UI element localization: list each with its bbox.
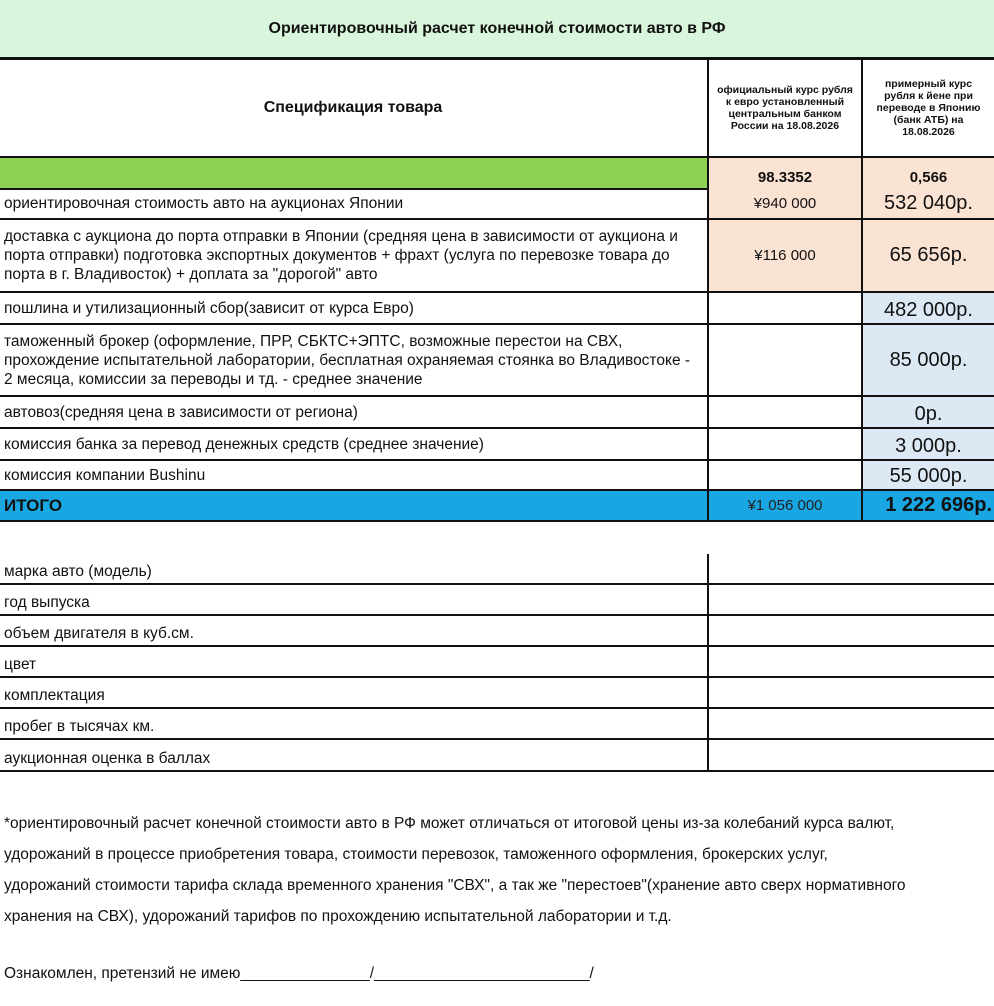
total-rub: 1 222 696р. bbox=[861, 491, 994, 520]
spec-label: цвет bbox=[4, 656, 37, 673]
euro-rate-header: официальный курс рубля к евро установленный центральным банком России на 18.08.2026 bbox=[707, 60, 861, 156]
rates-band bbox=[0, 158, 707, 188]
yen-rate-header: примерный курс рубля к йене при переводе в Японию (банк АТБ) на 18.08.2026 bbox=[861, 60, 994, 156]
spec-row-grade bbox=[0, 740, 994, 772]
spec-label: марка авто (модель) bbox=[4, 563, 152, 580]
spec-value-field[interactable] bbox=[707, 647, 994, 676]
total-yen: ¥1 056 000 bbox=[707, 491, 861, 520]
spec-row-year bbox=[0, 585, 994, 616]
cost-rub: 55 000р. bbox=[861, 461, 994, 489]
cost-label: автовоз(средняя цена в зависимости от региона) bbox=[4, 403, 358, 421]
spec-row-mileage bbox=[0, 709, 994, 740]
spec-value-field[interactable] bbox=[707, 678, 994, 707]
spec-label: пробег в тысячах км. bbox=[4, 718, 155, 735]
spec-value-field[interactable] bbox=[707, 709, 994, 738]
note-line: хранения на СВХ), удорожаний тарифов по прохождению испытательной лаборатории и т.д. bbox=[4, 908, 672, 925]
cost-rub: 3 000р. bbox=[861, 429, 994, 459]
spec-row-engine bbox=[0, 616, 994, 647]
cost-label: таможенный брокер (оформление, ПРР, СБКТС+ЭПТС, возможные перестои на СВХ, прохождение испытательной лаборатории, бесплатная охраняемая стоянка во Владивостоке - 2 месяца, комиссии за переводы и тд. - среднее значение bbox=[4, 332, 691, 388]
total-row bbox=[0, 491, 994, 522]
note-line: удорожаний в процессе приобретения товара, стоимости перевозок, таможенного оформления, брокерских услуг, bbox=[4, 846, 828, 863]
spec-label: объем двигателя в куб.см. bbox=[4, 625, 194, 642]
cost-yen: ¥116 000 bbox=[707, 220, 861, 291]
spec-value-field[interactable] bbox=[707, 554, 994, 583]
cost-row-delivery bbox=[0, 220, 994, 293]
cost-yen bbox=[707, 293, 861, 323]
cost-label: пошлина и утилизационный сбор(зависит от курса Евро) bbox=[4, 299, 414, 317]
cost-row-auction bbox=[0, 188, 994, 220]
spec-value-field[interactable] bbox=[707, 585, 994, 614]
cost-yen bbox=[707, 429, 861, 459]
euro-rate-value: 98.3352 bbox=[707, 158, 861, 188]
cost-label: комиссия компании Bushinu bbox=[4, 466, 206, 484]
note-line: удорожаний стоимости тарифа склада временного хранения "СВХ", а так же "перестоев"(хранение авто сверх нормативного bbox=[4, 877, 906, 894]
cost-row-company-fee bbox=[0, 461, 994, 491]
cost-rub: 85 000р. bbox=[861, 325, 994, 395]
cost-rub: 482 000р. bbox=[861, 293, 994, 323]
cost-row-bank-fee bbox=[0, 429, 994, 461]
spec-header: Спецификация товара bbox=[263, 99, 443, 116]
spec-label: аукционная оценка в баллах bbox=[4, 750, 211, 767]
spec-label: комплектация bbox=[4, 687, 105, 704]
spec-value-field[interactable] bbox=[707, 740, 994, 770]
cost-rub: 0р. bbox=[861, 397, 994, 427]
cost-label: комиссия банка за перевод денежных средств (среднее значение) bbox=[4, 435, 484, 453]
cost-yen bbox=[707, 397, 861, 427]
cost-label: доставка с аукциона до порта отправки в Японии (средняя цена в зависимости от аукциона и порта отправки) подготовка экспортных документов + фрахт (услуга по перевозке товара до порта в г. Владивосток) + доплата за "дорогой" авто bbox=[4, 228, 678, 283]
note-line: *ориентировочный расчет конечной стоимости авто в РФ может отличаться от итоговой цены из-за колебаний курса валют, bbox=[4, 815, 895, 832]
spec-row-trim bbox=[0, 678, 994, 709]
disclaimer-note bbox=[4, 808, 990, 932]
spec-value-field[interactable] bbox=[707, 616, 994, 645]
cost-row-broker bbox=[0, 325, 994, 397]
signoff-line: Ознакомлен, претензий не имею_______________/_________________________/ bbox=[4, 965, 594, 982]
cost-row-duty bbox=[0, 293, 994, 325]
cost-yen bbox=[707, 461, 861, 489]
cost-yen bbox=[707, 325, 861, 395]
table-header bbox=[0, 60, 994, 158]
sheet-title-text: Ориентировочный расчет конечной стоимости авто в РФ bbox=[268, 19, 726, 37]
spec-label: год выпуска bbox=[4, 594, 90, 611]
cost-row-carrier bbox=[0, 397, 994, 429]
yen-rate-value: 0,566 bbox=[861, 158, 994, 188]
rates-row bbox=[0, 158, 994, 190]
cost-rub: 65 656р. bbox=[861, 220, 994, 291]
cost-rub: 532 040р. bbox=[861, 188, 994, 218]
spec-row-color bbox=[0, 647, 994, 678]
cost-yen: ¥940 000 bbox=[707, 188, 861, 218]
cost-label: ориентировочная стоимость авто на аукционах Японии bbox=[4, 194, 404, 212]
total-label: ИТОГО bbox=[4, 496, 63, 515]
sheet-title bbox=[0, 0, 994, 60]
spec-row-model bbox=[0, 554, 994, 585]
